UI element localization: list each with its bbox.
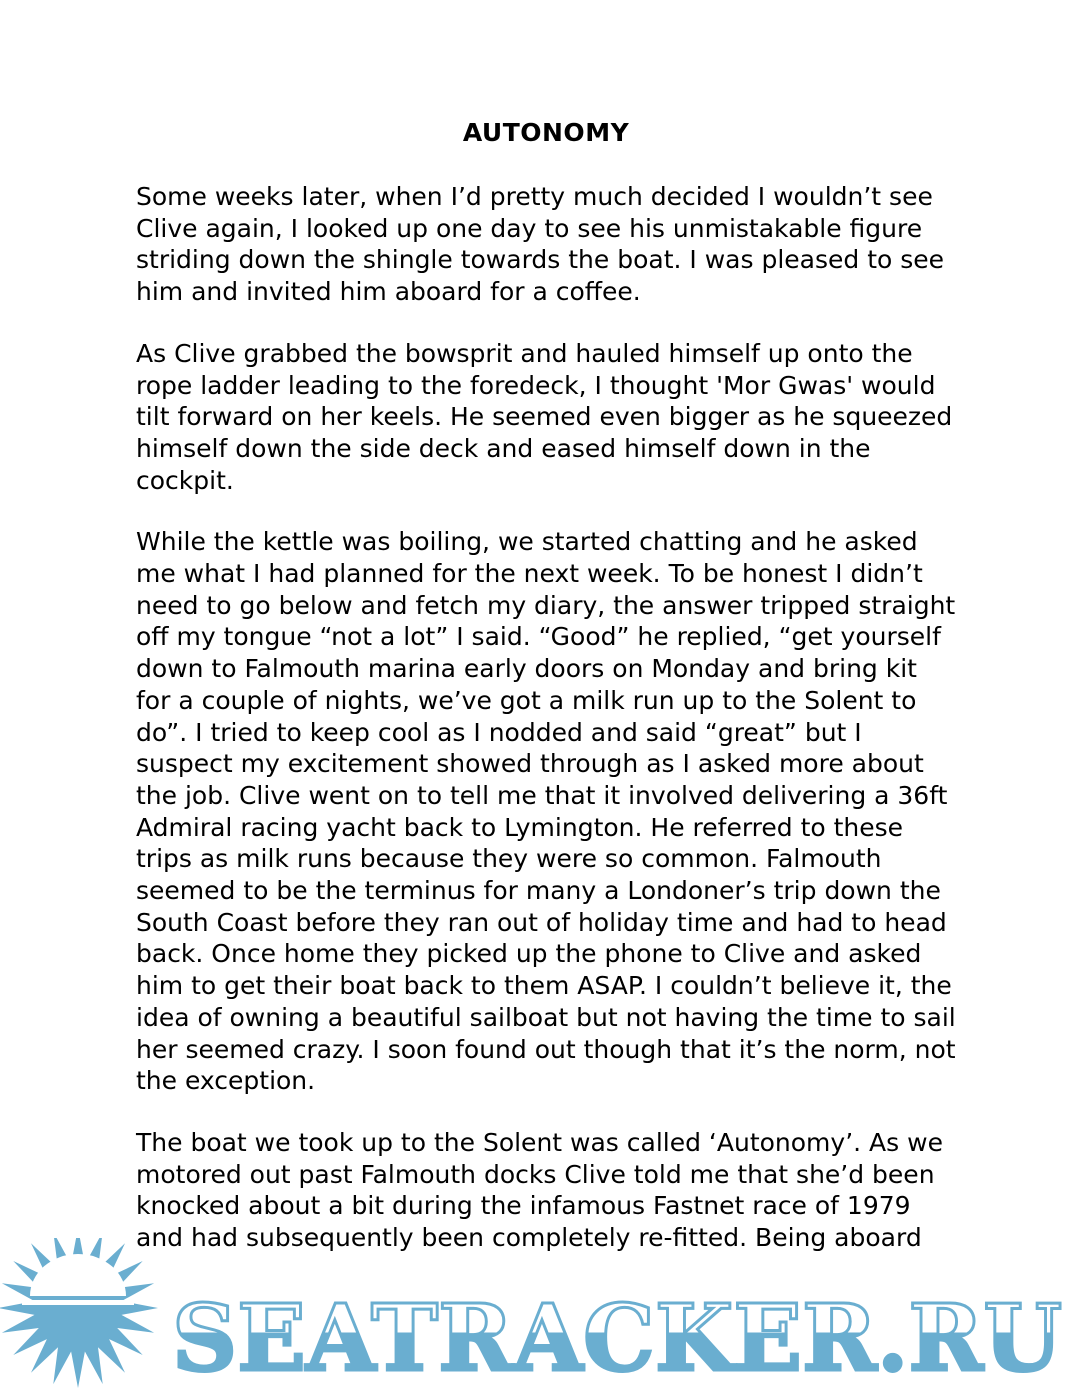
text-line: him to get their boat back to them ASAP. I couldn’t believe it, the [136, 971, 952, 1001]
text-line: and had subsequently been completely re-fitted. Being aboard [136, 1223, 922, 1253]
text-line: The boat we took up to the Solent was called ‘Autonomy’. As we [136, 1127, 943, 1157]
paragraph [136, 338, 956, 497]
paragraph [136, 526, 956, 1097]
text-line: knocked about a bit during the infamous Fastnet race of 1979 [136, 1191, 911, 1221]
paragraph [136, 1127, 956, 1254]
paragraph [136, 181, 956, 308]
text-line: motored out past Falmouth docks Clive told me that she’d been [136, 1159, 935, 1189]
chapter-title: AUTONOMY [462, 118, 630, 147]
text-line: for a couple of nights, we’ve got a milk run up to the Solent to [136, 685, 917, 715]
text-line: While the kettle was boiling, we started chatting and he asked [136, 527, 918, 557]
document-page [136, 118, 956, 1284]
sun-icon [0, 1238, 158, 1388]
text-line: Admiral racing yacht back to Lymington. He referred to these [136, 812, 904, 842]
watermark-text: SEATRACKER.RU [172, 1284, 1062, 1392]
text-line: As Clive grabbed the bowsprit and hauled himself up onto the [136, 338, 913, 368]
text-line: South Coast before they ran out of holiday time and had to head [136, 907, 947, 937]
text-line: striding down the shingle towards the boat. I was pleased to see [136, 245, 945, 275]
text-line: off my tongue “not a lot” I said. “Good” he replied, “get yourself [136, 622, 941, 652]
text-line: need to go below and fetch my diary, the answer tripped straight [136, 590, 956, 620]
text-line: seemed to be the terminus for many a Londoner’s trip down the [136, 876, 941, 906]
text-line: himself down the side deck and eased himself down in the [136, 433, 871, 463]
text-line: Some weeks later, when I’d pretty much decided I wouldn’t see [136, 182, 933, 211]
text-line: trips as milk runs because they were so common. Falmouth [136, 844, 882, 874]
text-line: down to Falmouth marina early doors on Monday and bring kit [136, 654, 917, 684]
text-line: back. Once home they picked up the phone to Clive and asked [136, 939, 922, 969]
text-line: her seemed crazy. I soon found out though that it’s the norm, not [136, 1034, 956, 1064]
watermark [0, 1238, 1080, 1397]
text-line: do”. I tried to keep cool as I nodded and said “great” but I [136, 717, 862, 747]
text-line: Clive again, I looked up one day to see his unmistakable figure [136, 213, 923, 243]
text-line: the exception. [136, 1066, 316, 1096]
text-line: the job. Clive went on to tell me that it involved delivering a 36ft [136, 780, 948, 810]
text-line: me what I had planned for the next week. To be honest I didn’t [136, 559, 923, 589]
text-line: rope ladder leading to the foredeck, I thought 'Mor Gwas' would [136, 370, 936, 400]
text-line: idea of owning a beautiful sailboat but not having the time to sail [136, 1002, 956, 1032]
text-line: suspect my excitement showed through as I asked more about [136, 749, 924, 779]
text-line: cockpit. [136, 465, 234, 495]
text-line: him and invited him aboard for a coffee. [136, 277, 641, 307]
text-line: tilt forward on her keels. He seemed even bigger as he squeezed [136, 402, 953, 432]
